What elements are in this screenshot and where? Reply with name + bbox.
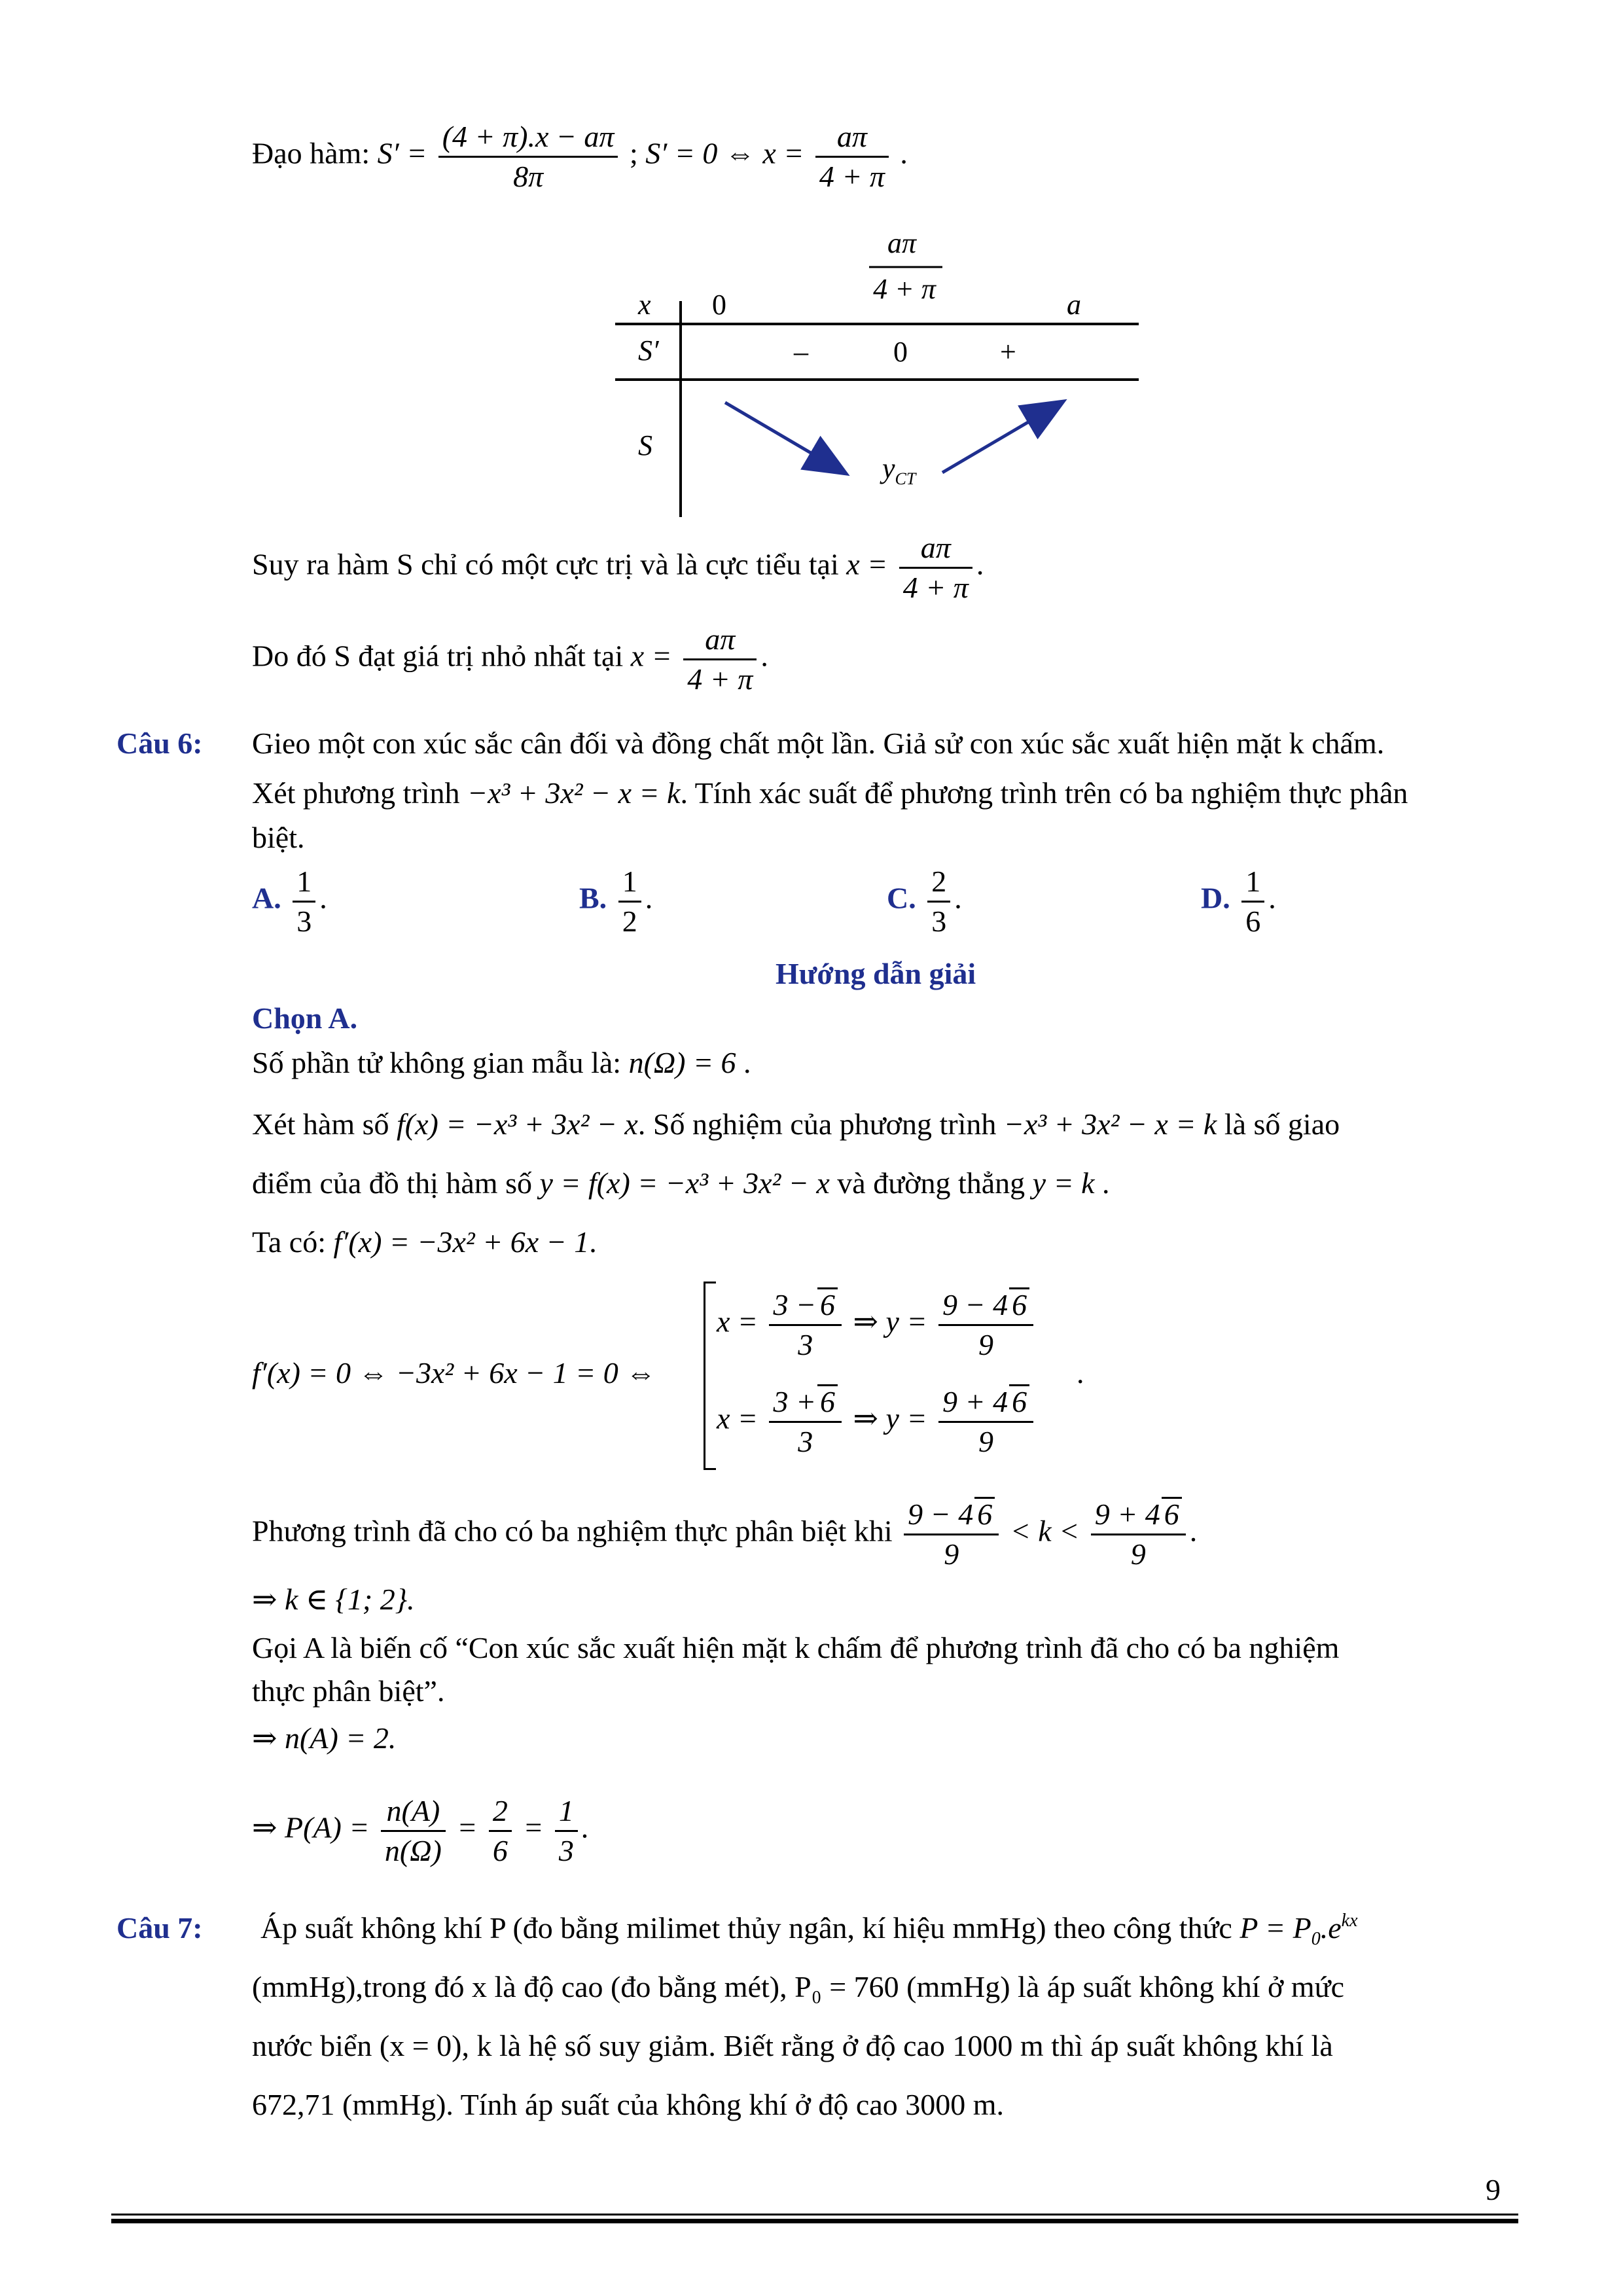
derivative-numerator: (4 + π).x − aπ bbox=[438, 118, 618, 158]
q6-option-a-label: A. bbox=[252, 881, 281, 915]
derivative-separator: ; bbox=[629, 136, 638, 170]
root-2-x: x = bbox=[717, 1401, 758, 1435]
table-sign-plus: + bbox=[1000, 336, 1016, 368]
q6-option-a-den: 3 bbox=[296, 904, 312, 938]
probability-final-num: 1 bbox=[555, 1792, 578, 1832]
intersection-line-eq: y = k bbox=[1032, 1166, 1095, 1200]
table-x-end: a bbox=[1067, 289, 1081, 321]
q6-option-a[interactable]: A. $\frac{1}{3}$ . bbox=[252, 863, 327, 940]
sample-space-line: Số phần tử không gian mẫu là: n(Ω) = 6 . bbox=[252, 1046, 751, 1079]
q6-stem-line2-pre: Xét phương trình bbox=[252, 776, 460, 810]
root-2-num: 3 + 6 bbox=[769, 1383, 842, 1423]
conclusion-minimum-lhs: x = bbox=[630, 639, 672, 673]
event-count: ⇒ n(A) = 2. bbox=[252, 1721, 397, 1755]
derivative-end: . bbox=[900, 136, 908, 170]
q6-option-d-den: 6 bbox=[1245, 904, 1261, 938]
q6-option-b-num: 1 bbox=[618, 863, 641, 903]
root-2-fraction bbox=[769, 1383, 842, 1460]
q6-option-c-num: 2 bbox=[927, 863, 950, 903]
probability-num: n(A) bbox=[381, 1792, 446, 1832]
derivative-fraction bbox=[438, 118, 618, 195]
critical-point-fraction bbox=[815, 118, 889, 195]
probability-final-fraction bbox=[555, 1792, 578, 1869]
function-def: f(x) = −x³ + 3x² − x bbox=[397, 1107, 638, 1141]
footer-rule-thin bbox=[111, 2214, 1518, 2215]
conclusion-extremum bbox=[252, 529, 984, 606]
conclusion-extremum-fraction bbox=[899, 529, 972, 606]
function-line-mid: . Số nghiệm của phương trình bbox=[637, 1107, 997, 1141]
q6-option-d-num: 1 bbox=[1241, 863, 1264, 903]
q7-line2: (mmHg),trong đó x là độ cao (đo bằng mét), P₀ = 760 (mmHg) là áp suất không khí ở mức bbox=[252, 1970, 1345, 2003]
derivative-s-prime: S′ = bbox=[377, 136, 427, 170]
q6-option-d-fraction bbox=[1241, 863, 1264, 940]
probability-eq-2: = bbox=[523, 1810, 544, 1844]
conclusion-minimum-den: 4 + π bbox=[687, 662, 753, 696]
condition-text: Phương trình đã cho có ba nghiệm thực phân biệt khi bbox=[252, 1514, 893, 1548]
q6-option-c-fraction bbox=[927, 863, 950, 940]
derivative-line bbox=[252, 118, 908, 195]
table-ymin: $y_{CT}$ bbox=[882, 452, 916, 488]
condition-low: $\frac{9 - 4 6}{9}$ bbox=[904, 1496, 999, 1573]
footer-rule-thick bbox=[111, 2219, 1518, 2223]
decreasing-arrow bbox=[725, 403, 844, 473]
root-2 bbox=[717, 1383, 1037, 1460]
derivative-f-pre: Ta có: bbox=[252, 1225, 327, 1259]
function-line-pre: Xét hàm số bbox=[252, 1107, 389, 1141]
probability-value-fraction bbox=[489, 1792, 512, 1869]
probability-final-den: 3 bbox=[558, 1833, 574, 1867]
table-x-start: 0 bbox=[712, 289, 726, 321]
condition-lt: < k < bbox=[1010, 1514, 1080, 1548]
conclusion-extremum-end: . bbox=[976, 547, 984, 581]
root-1 bbox=[717, 1286, 1037, 1363]
root-2-y-fraction bbox=[938, 1383, 1033, 1460]
intersection-graph: y = f(x) = −x³ + 3x² − x bbox=[539, 1166, 830, 1200]
q6-stem-line2-post: . Tính xác suất để phương trình trên có ba nghiệm thực phân bbox=[680, 776, 1408, 810]
probability-fraction bbox=[381, 1792, 446, 1869]
root-2-y-num: 9 + 4 6 bbox=[938, 1383, 1033, 1423]
q6-option-c-label: C. bbox=[887, 881, 916, 915]
probability-eq-1: = bbox=[457, 1810, 478, 1844]
conclusion-extremum-text: Suy ra hàm S chỉ có một cực trị và là cực tiểu tại bbox=[252, 547, 839, 581]
root-system-bracket bbox=[704, 1282, 716, 1470]
q6-option-a-num: 1 bbox=[293, 863, 315, 903]
derivative-f-eq: f′(x) = −3x² + 6x − 1 bbox=[333, 1225, 590, 1259]
q6-option-b-label: B. bbox=[579, 881, 607, 915]
q7-formula: $P = P_0.e^{kx}$ bbox=[1240, 1910, 1358, 1949]
derivative-denominator: 8π bbox=[513, 159, 544, 193]
conclusion-minimum-num: aπ bbox=[683, 620, 757, 660]
q6-stem-line2 bbox=[252, 775, 1408, 811]
function-line-post: là số giao bbox=[1224, 1107, 1340, 1141]
root-system-end: . bbox=[1077, 1356, 1084, 1390]
table-row-sprime: S′ bbox=[638, 334, 659, 367]
root-1-den: 3 bbox=[798, 1327, 813, 1361]
chosen-answer: Chọn A. bbox=[252, 1001, 358, 1035]
q6-option-d[interactable]: D. $\frac{1}{6}$ . bbox=[1201, 863, 1276, 940]
q6-label: Câu 6: bbox=[116, 726, 203, 760]
root-1-x: x = bbox=[717, 1304, 758, 1338]
table-x-crit-num: aπ bbox=[887, 227, 917, 259]
critical-point-denominator: 4 + π bbox=[819, 159, 885, 193]
conclusion-minimum-fraction bbox=[683, 620, 757, 698]
event-def-line1: Gọi A là biến cố “Con xúc sắc xuất hiện mặt k chấm để phương trình đã cho có ba nghiệm bbox=[252, 1631, 1340, 1664]
root-1-y-num: 9 − 4 6 bbox=[938, 1286, 1033, 1326]
probability-lhs: ⇒ P(A) = bbox=[252, 1810, 370, 1844]
conclusion-minimum bbox=[252, 620, 768, 698]
event-def-line2: thực phân biệt”. bbox=[252, 1674, 445, 1708]
q6-equation: −x³ + 3x² − x = k bbox=[467, 776, 681, 810]
derivative-f-line: Ta có: f′(x) = −3x² + 6x − 1. bbox=[252, 1225, 597, 1259]
function-line-eq: −x³ + 3x² − x = k bbox=[1003, 1107, 1217, 1141]
condition-line: Phương trình đã cho có ba nghiệm thực phân biệt khi $\frac{9 - 4 6}{9}$ < k < $\frac{9 + 4 6}{9}$ . bbox=[252, 1496, 1197, 1573]
increasing-arrow bbox=[942, 403, 1061, 473]
variation-table bbox=[609, 223, 1145, 524]
k-values: ⇒ k ∈ {1; 2}. bbox=[252, 1583, 415, 1616]
intersection-mid: và đường thẳng bbox=[837, 1166, 1026, 1200]
solution-heading: Hướng dẫn giải bbox=[776, 957, 976, 990]
conclusion-extremum-num: aπ bbox=[899, 529, 972, 569]
critical-point-numerator: aπ bbox=[815, 118, 889, 158]
table-sign-minus: – bbox=[794, 336, 808, 368]
function-line bbox=[252, 1106, 1340, 1142]
table-row-s: S bbox=[638, 429, 652, 461]
q6-option-c-den: 3 bbox=[931, 904, 947, 938]
table-row-x: x bbox=[638, 289, 651, 321]
root-equation-lhs: f′(x) = 0 ⇔ −3x² + 6x − 1 = 0 ⇔ bbox=[252, 1356, 656, 1390]
q7-line3: nước biển (x = 0), k là hệ số suy giảm. Biết rằng ở độ cao 1000 m thì áp suất không khí là bbox=[252, 2029, 1333, 2062]
q7-label: Câu 7: bbox=[116, 1911, 203, 1945]
root-2-y-den: 9 bbox=[978, 1424, 994, 1458]
intersection-line: điểm của đồ thị hàm số y = f(x) = −x³ + 3x² − x và đường thẳng y = k . bbox=[252, 1166, 1110, 1200]
probability-value-den: 6 bbox=[492, 1833, 508, 1867]
probability-den: n(Ω) bbox=[384, 1833, 442, 1867]
probability-line: ⇒ P(A) = $\frac{n(A)}{n(\Omega)}$ = $\frac{2}{6}$ = $\frac{1}{3}$ . bbox=[252, 1792, 589, 1869]
root-1-y-den: 9 bbox=[978, 1327, 994, 1361]
q6-stem-line1: Gieo một con xúc sắc cân đối và đồng chất một lần. Giả sử con xúc sắc xuất hiện mặt k chấm. bbox=[252, 726, 1385, 760]
table-sign-zero: 0 bbox=[893, 336, 908, 368]
root-1-num: 3 − 6 bbox=[769, 1286, 842, 1326]
q6-option-a-fraction bbox=[293, 863, 315, 940]
q6-option-b-fraction bbox=[618, 863, 641, 940]
conclusion-minimum-end: . bbox=[760, 639, 768, 673]
q6-option-b-den: 2 bbox=[622, 904, 637, 938]
root-1-fraction bbox=[769, 1286, 842, 1363]
q6-option-b[interactable]: B. $\frac{1}{2}$ . bbox=[579, 863, 652, 940]
condition-high: $\frac{9 + 4 6}{9}$ bbox=[1091, 1496, 1186, 1573]
q7-line1-text: Áp suất không khí P (đo bằng milimet thủy ngân, kí hiệu mmHg) theo công thức bbox=[260, 1911, 1232, 1945]
q7-line4: 672,71 (mmHg). Tính áp suất của không khí ở độ cao 3000 m. bbox=[252, 2088, 1005, 2121]
q7-line1 bbox=[260, 1910, 1358, 1949]
q6-stem-line3: biệt. bbox=[252, 821, 305, 854]
derivative-label: Đạo hàm: bbox=[252, 136, 370, 170]
root-2-implies: ⇒ y = bbox=[853, 1401, 927, 1435]
probability-value-num: 2 bbox=[489, 1792, 512, 1832]
root-1-y-fraction bbox=[938, 1286, 1033, 1363]
root-1-implies: ⇒ y = bbox=[853, 1304, 927, 1338]
table-x-crit-den: 4 + π bbox=[873, 273, 936, 305]
conclusion-minimum-text: Do đó S đạt giá trị nhỏ nhất tại bbox=[252, 639, 624, 673]
sample-space-eq: n(Ω) = 6 bbox=[628, 1046, 736, 1079]
q6-option-c[interactable]: C. $\frac{2}{3}$ . bbox=[887, 863, 962, 940]
root-2-den: 3 bbox=[798, 1424, 813, 1458]
conclusion-extremum-lhs: x = bbox=[846, 547, 888, 581]
sample-space-text: Số phần tử không gian mẫu là: bbox=[252, 1046, 622, 1079]
intersection-pre: điểm của đồ thị hàm số bbox=[252, 1166, 532, 1200]
page-number: 9 bbox=[1486, 2173, 1501, 2206]
derivative-zero-condition: S′ = 0 ⇔ x = bbox=[645, 136, 804, 170]
conclusion-extremum-den: 4 + π bbox=[902, 570, 969, 604]
q6-option-d-label: D. bbox=[1201, 881, 1230, 915]
